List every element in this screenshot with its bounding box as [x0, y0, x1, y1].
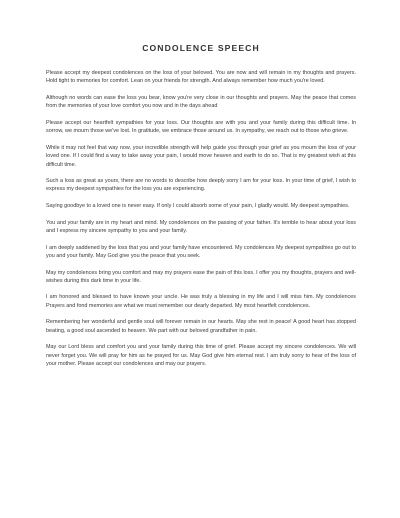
paragraph-12: May our Lord bless and comfort you and your family during this time of grief. Please accept my sincere condolences. We will never forget you. We will pray for him as he prayed for us. May God give him eternal rest. I am truly sorry to hear of the loss of your mother. Please accept our condolences and may our prayers.	[46, 344, 356, 367]
paragraph-3: Please accept our heartfelt sympathies for your loss. Our thoughts are with you and your family during this difficult time. In sorrow, we mourn those we've lost. In gratitude, we embrace those around us. In sympathy, we reach out to those who grieve.	[46, 119, 356, 135]
document-body	[46, 69, 356, 368]
page-title: CONDOLENCE SPEECH	[142, 43, 260, 53]
paragraph-4: While it may not feel that way now, your incredible strength will help guide you through your grief as you mourn the loss of your loved one. If I could find a way to take away your pain, I would move heaven and earth to do so. That is my greatest wish at this difficult time.	[46, 144, 356, 168]
paragraph-8: I am deeply saddened by the loss that you and your family have encountered. My condolences My deepest sympathies go out to you and your family. May God give you the peace that you seek.	[46, 244, 356, 259]
paragraph-6: Saying goodbye to a loved one is never easy. If only I could absorb some of your pain, I gladly would. My deepest sympathies.	[46, 203, 350, 210]
paragraph-1: Please accept my deepest condolences on the loss of your beloved. You are now and will remain in my thoughts and prayers. Hold tight to memories for comfort. Lean on your friends for strength. And always remember how much you're loved.	[46, 70, 356, 85]
paragraph-2: Although no words can ease the loss you bear, know you're very close in our thoughts and prayers. May the peace that comes from the memories of your love comfort you now and in the days ahead	[46, 94, 356, 110]
paragraph-7: You and your family are in my heart and mind. My condolences on the passing of your father. It's terrible to hear about your loss and I express my sincere sympathy to you and your family.	[46, 219, 356, 234]
paragraph-9: May my condolences bring you comfort and may my prayers ease the pain of this loss. I offer you my thoughts, prayers and well-wishes during this dark time in your life.	[46, 269, 356, 284]
paragraph-11: Remembering her wonderful and gentle soul will forever remain in our hearts. May she rest in peace! A good heart has stopped beating, a good soul ascended to heaven. We part with our beloved grandfather in pain.	[46, 319, 356, 334]
paragraph-10: I am honored and blessed to have known your uncle. He was truly a blessing in my life and I will miss him. My condolences Prayers and fond memories are what we must remember our dearly departed. My most heartfelt condolences.	[46, 294, 356, 309]
paragraph-5: Such a loss as great as yours, there are no words to describe how deeply sorry I am for your loss. In your time of grief, I wish to express my deepest sympathies for the loss you are experiencing.	[46, 178, 356, 193]
